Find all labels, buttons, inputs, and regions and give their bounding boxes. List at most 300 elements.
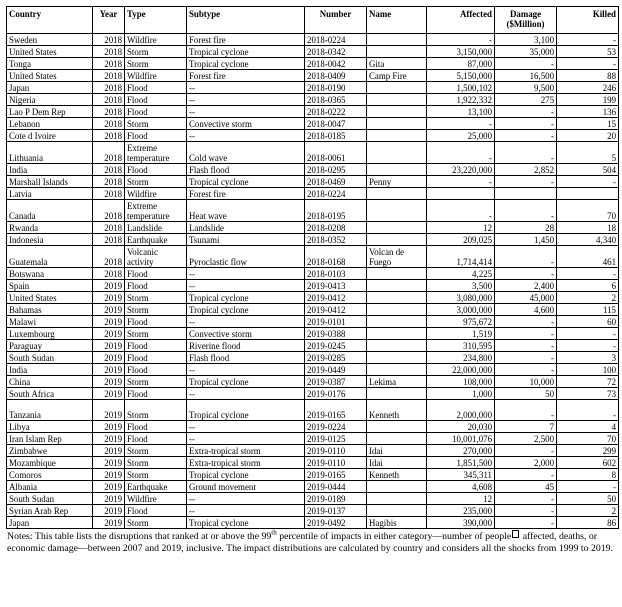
cell-affected: -: [427, 34, 495, 46]
cell-year: 2019: [93, 340, 125, 352]
table-row: [7, 34, 619, 46]
cell-country: Sweden: [7, 34, 93, 46]
cell-number: 2018-0208: [305, 222, 367, 234]
cell-type: Flood: [125, 388, 187, 400]
cell-number: 2019-0176: [305, 388, 367, 400]
cell-type: Storm: [125, 517, 187, 529]
cell-country: South Sudan: [7, 493, 93, 505]
cell-country: Nigeria: [7, 94, 93, 106]
cell-subtype: --: [187, 94, 305, 106]
cell-damage: 4,600: [495, 304, 557, 316]
cell-subtype: --: [187, 433, 305, 445]
table-row: [7, 164, 619, 176]
cell-type: Wildfire: [125, 188, 187, 200]
cell-year: 2018: [93, 70, 125, 82]
table-row: [7, 246, 619, 268]
cell-affected: 390,000: [427, 517, 495, 529]
cell-country: Tonga: [7, 58, 93, 70]
cell-subtype: Flash flood: [187, 164, 305, 176]
cell-country: Guatemala: [7, 246, 93, 268]
cell-killed: -: [557, 176, 619, 188]
table-row: [7, 433, 619, 445]
cell-affected: 975,672: [427, 316, 495, 328]
cell-subtype: Tsunami: [187, 234, 305, 246]
cell-affected: 12: [427, 222, 495, 234]
cell-year: 2018: [93, 118, 125, 130]
cell-name: [367, 188, 427, 200]
cell-killed: 199: [557, 94, 619, 106]
cell-name: [367, 222, 427, 234]
cell-killed: 6: [557, 280, 619, 292]
cell-name: [367, 292, 427, 304]
cell-name: Kenneth: [367, 400, 427, 421]
table-row: [7, 280, 619, 292]
cell-number: 2018-0190: [305, 82, 367, 94]
cell-subtype: Convective storm: [187, 118, 305, 130]
cell-killed: 18: [557, 222, 619, 234]
cell-damage: 275: [495, 94, 557, 106]
cell-type: Wildfire: [125, 34, 187, 46]
cell-killed: 88: [557, 70, 619, 82]
cell-affected: 3,000,000: [427, 304, 495, 316]
header-affected: Affected: [427, 7, 495, 34]
cell-affected: 87,000: [427, 58, 495, 70]
cell-subtype: Tropical cyclone: [187, 58, 305, 70]
cell-number: 2018-0168: [305, 246, 367, 268]
cell-name: [367, 268, 427, 280]
cell-name: [367, 505, 427, 517]
table-row: [7, 352, 619, 364]
cell-subtype: Landslide: [187, 222, 305, 234]
table-row: [7, 234, 619, 246]
cell-number: 2019-0137: [305, 505, 367, 517]
table-row: [7, 316, 619, 328]
cell-subtype: --: [187, 388, 305, 400]
cell-name: [367, 82, 427, 94]
cell-type: Extreme temperature: [125, 142, 187, 164]
cell-year: 2018: [93, 82, 125, 94]
cell-country: United States: [7, 46, 93, 58]
header-country: Country: [7, 7, 93, 34]
cell-subtype: --: [187, 106, 305, 118]
cell-year: 2019: [93, 445, 125, 457]
cell-name: [367, 304, 427, 316]
cell-subtype: Riverine flood: [187, 340, 305, 352]
cell-killed: 461: [557, 246, 619, 268]
cell-year: 2019: [93, 280, 125, 292]
table-row: [7, 70, 619, 82]
cell-name: [367, 46, 427, 58]
cell-killed: 504: [557, 164, 619, 176]
header-number: Number: [305, 7, 367, 34]
cell-type: Storm: [125, 118, 187, 130]
cell-killed: 3: [557, 352, 619, 364]
cell-number: 2019-0245: [305, 340, 367, 352]
cell-name: [367, 280, 427, 292]
missing-glyph-box-icon: [512, 530, 519, 538]
cell-subtype: --: [187, 130, 305, 142]
cell-type: Flood: [125, 505, 187, 517]
cell-killed: 70: [557, 433, 619, 445]
cell-name: [367, 34, 427, 46]
cell-subtype: Pyroclastic flow: [187, 246, 305, 268]
cell-subtype: --: [187, 268, 305, 280]
cell-killed: 100: [557, 364, 619, 376]
cell-affected: 345,311: [427, 469, 495, 481]
cell-type: Flood: [125, 130, 187, 142]
cell-subtype: Flash flood: [187, 352, 305, 364]
table-row: [7, 188, 619, 200]
table-row: [7, 46, 619, 58]
notes-text-part2: percentile of impacts in either category—number of people: [276, 531, 512, 542]
cell-number: 2018-0224: [305, 34, 367, 46]
cell-damage: 50: [495, 388, 557, 400]
cell-affected: 3,500: [427, 280, 495, 292]
header-type: Type: [125, 7, 187, 34]
cell-damage: 45: [495, 481, 557, 493]
cell-killed: -: [557, 400, 619, 421]
cell-year: 2019: [93, 433, 125, 445]
cell-year: 2019: [93, 505, 125, 517]
cell-type: Storm: [125, 304, 187, 316]
cell-country: China: [7, 376, 93, 388]
cell-year: 2018: [93, 234, 125, 246]
cell-affected: 4,225: [427, 268, 495, 280]
table-row: [7, 388, 619, 400]
cell-name: [367, 421, 427, 433]
cell-number: 2018-0365: [305, 94, 367, 106]
cell-name: [367, 164, 427, 176]
cell-subtype: --: [187, 82, 305, 94]
cell-killed: 246: [557, 82, 619, 94]
cell-affected: 25,000: [427, 130, 495, 142]
document-page: [6, 6, 618, 554]
cell-name: [367, 118, 427, 130]
cell-killed: 86: [557, 517, 619, 529]
cell-number: 2019-0444: [305, 481, 367, 493]
cell-type: Flood: [125, 421, 187, 433]
cell-name-text: Idai: [369, 446, 383, 456]
cell-subtype: Forest fire: [187, 188, 305, 200]
cell-number: 2019-0413: [305, 280, 367, 292]
table-row: [7, 304, 619, 316]
cell-subtype: Tropical cyclone: [187, 304, 305, 316]
cell-name: Volcan de Fuego: [367, 246, 427, 268]
cell-country: South Africa: [7, 388, 93, 400]
cell-year: 2019: [93, 517, 125, 529]
cell-subtype: Extra-tropical storm: [187, 457, 305, 469]
cell-number: 2018-0185: [305, 130, 367, 142]
cell-year: 2019: [93, 469, 125, 481]
cell-killed: 4: [557, 421, 619, 433]
cell-type: Storm: [125, 400, 187, 421]
cell-number: 2018-0342: [305, 46, 367, 58]
cell-type: Flood: [125, 433, 187, 445]
cell-year: 2019: [93, 457, 125, 469]
cell-subtype: Forest fire: [187, 70, 305, 82]
cell-killed: 60: [557, 316, 619, 328]
header-damage-line2: ($Million): [506, 19, 545, 29]
cell-country: Lebanon: [7, 118, 93, 130]
table-row: [7, 82, 619, 94]
cell-type: Flood: [125, 364, 187, 376]
cell-year: 2019: [93, 493, 125, 505]
notes-superscript: th: [271, 528, 277, 537]
table-row: [7, 445, 619, 457]
cell-affected: 234,800: [427, 352, 495, 364]
header-name: Name: [367, 7, 427, 34]
cell-name: [367, 364, 427, 376]
cell-year: 2018: [93, 34, 125, 46]
cell-type: Flood: [125, 94, 187, 106]
table-row: [7, 222, 619, 234]
cell-name-text: Lekima: [369, 377, 397, 387]
cell-number: 2018-0195: [305, 200, 367, 222]
cell-year: 2018: [93, 188, 125, 200]
cell-affected: 12: [427, 493, 495, 505]
table-row: [7, 376, 619, 388]
table-row: [7, 421, 619, 433]
cell-name: [367, 457, 427, 469]
cell-affected: 1,922,332: [427, 94, 495, 106]
cell-name: [367, 130, 427, 142]
table-row: [7, 130, 619, 142]
cell-type: Flood: [125, 316, 187, 328]
cell-number: 2018-0224: [305, 188, 367, 200]
table-row: [7, 200, 619, 222]
cell-subtype: Extra-tropical storm: [187, 445, 305, 457]
cell-year: 2019: [93, 352, 125, 364]
cell-damage: 16,500: [495, 70, 557, 82]
cell-affected: 13,100: [427, 106, 495, 118]
cell-type: Flood: [125, 82, 187, 94]
cell-affected: 1,851,500: [427, 457, 495, 469]
cell-country: Latvia: [7, 188, 93, 200]
cell-country: India: [7, 364, 93, 376]
cell-country: Japan: [7, 517, 93, 529]
cell-year: 2018: [93, 222, 125, 234]
cell-country: Syrian Arab Rep: [7, 505, 93, 517]
cell-number: 2019-0387: [305, 376, 367, 388]
cell-name: [367, 376, 427, 388]
cell-affected: -: [427, 176, 495, 188]
cell-damage: -: [495, 316, 557, 328]
table-row: [7, 469, 619, 481]
cell-country: Canada: [7, 200, 93, 222]
cell-year: 2018: [93, 106, 125, 118]
cell-damage: 2,000: [495, 457, 557, 469]
cell-type: Storm: [125, 292, 187, 304]
cell-damage: -: [495, 505, 557, 517]
cell-type: Flood: [125, 352, 187, 364]
cell-name: [367, 200, 427, 222]
cell-country: Luxembourg: [7, 328, 93, 340]
cell-affected: 3,150,000: [427, 46, 495, 58]
cell-country: Spain: [7, 280, 93, 292]
cell-number: 2019-0388: [305, 328, 367, 340]
cell-subtype: Cold wave: [187, 142, 305, 164]
cell-number: 2018-0409: [305, 70, 367, 82]
cell-name: [367, 493, 427, 505]
cell-year: 2019: [93, 376, 125, 388]
cell-country: United States: [7, 292, 93, 304]
cell-type: Storm: [125, 176, 187, 188]
cell-type: Flood: [125, 164, 187, 176]
cell-killed: -: [557, 34, 619, 46]
cell-country: Paraguay: [7, 340, 93, 352]
cell-type: Flood: [125, 340, 187, 352]
cell-type: Earthquake: [125, 234, 187, 246]
cell-type: Storm: [125, 469, 187, 481]
table-row: [7, 505, 619, 517]
cell-number: 2018-0352: [305, 234, 367, 246]
cell-country: Bahamas: [7, 304, 93, 316]
cell-year: 2019: [93, 481, 125, 493]
cell-subtype: --: [187, 421, 305, 433]
cell-name: Camp Fire: [367, 70, 427, 82]
cell-year: 2019: [93, 304, 125, 316]
cell-affected: 108,000: [427, 376, 495, 388]
cell-affected: 1,519: [427, 328, 495, 340]
cell-subtype: Tropical cyclone: [187, 46, 305, 58]
table-row: [7, 481, 619, 493]
cell-number: 2019-0165: [305, 400, 367, 421]
table-row: [7, 94, 619, 106]
cell-killed: 4,340: [557, 234, 619, 246]
cell-year: 2018: [93, 46, 125, 58]
cell-country: Cote d Ivoire: [7, 130, 93, 142]
cell-affected: 3,080,000: [427, 292, 495, 304]
cell-year: 2018: [93, 246, 125, 268]
cell-country: Comoros: [7, 469, 93, 481]
cell-affected: 1,500,102: [427, 82, 495, 94]
cell-name: [367, 340, 427, 352]
cell-name: [367, 234, 427, 246]
cell-number: 2018-0047: [305, 118, 367, 130]
cell-country: South Sudan: [7, 352, 93, 364]
cell-killed: 602: [557, 457, 619, 469]
cell-damage: -: [495, 142, 557, 164]
cell-name: [367, 388, 427, 400]
cell-name: Kenneth: [367, 469, 427, 481]
cell-type: Storm: [125, 328, 187, 340]
cell-country: Zimbabwe: [7, 445, 93, 457]
cell-number: 2019-0165: [305, 469, 367, 481]
cell-country: Libya: [7, 421, 93, 433]
table-row: [7, 142, 619, 164]
cell-number: 2019-0285: [305, 352, 367, 364]
cell-killed: 299: [557, 445, 619, 457]
header-subtype: Subtype: [187, 7, 305, 34]
cell-year: 2019: [93, 421, 125, 433]
header-damage-line1: Damage: [509, 9, 542, 19]
cell-country: United States: [7, 70, 93, 82]
cell-subtype: --: [187, 364, 305, 376]
cell-damage: -: [495, 352, 557, 364]
table-row: [7, 457, 619, 469]
cell-damage: -: [495, 400, 557, 421]
cell-number: 2018-0222: [305, 106, 367, 118]
cell-subtype: Ground movement: [187, 481, 305, 493]
cell-year: 2018: [93, 142, 125, 164]
cell-damage: -: [495, 58, 557, 70]
table-row: [7, 328, 619, 340]
cell-number: 2019-0224: [305, 421, 367, 433]
cell-name: Gita: [367, 58, 427, 70]
notes-text-part1: Notes: This table lists the disruptions that ranked at or above the 99: [7, 531, 272, 542]
cell-country: Mozambique: [7, 457, 93, 469]
cell-subtype: Tropical cyclone: [187, 400, 305, 421]
table-row: [7, 268, 619, 280]
cell-subtype: Forest fire: [187, 34, 305, 46]
cell-subtype: --: [187, 493, 305, 505]
cell-country: Lao P Dem Rep: [7, 106, 93, 118]
cell-killed: 73: [557, 388, 619, 400]
cell-year: 2018: [93, 130, 125, 142]
cell-damage: -: [495, 445, 557, 457]
cell-damage: 35,000: [495, 46, 557, 58]
cell-number: 2018-0042: [305, 58, 367, 70]
cell-killed: 53: [557, 46, 619, 58]
cell-name: [367, 316, 427, 328]
cell-damage: -: [495, 517, 557, 529]
cell-subtype: Tropical cyclone: [187, 176, 305, 188]
cell-killed: 70: [557, 200, 619, 222]
cell-affected: 23,220,000: [427, 164, 495, 176]
cell-country: Albania: [7, 481, 93, 493]
cell-year: 2019: [93, 292, 125, 304]
table-body: [7, 34, 619, 529]
header-year: Year: [93, 7, 125, 34]
cell-name: [367, 481, 427, 493]
cell-affected: 2,000,000: [427, 400, 495, 421]
cell-affected: 1,714,414: [427, 246, 495, 268]
cell-subtype: Heat wave: [187, 200, 305, 222]
cell-damage: 2,400: [495, 280, 557, 292]
cell-number: 2019-0110: [305, 445, 367, 457]
cell-type: Flood: [125, 280, 187, 292]
cell-damage: -: [495, 493, 557, 505]
cell-name: Penny: [367, 176, 427, 188]
cell-subtype: Tropical cyclone: [187, 292, 305, 304]
cell-year: 2018: [93, 164, 125, 176]
cell-type: Flood: [125, 268, 187, 280]
cell-number: 2018-0469: [305, 176, 367, 188]
cell-affected: 209,025: [427, 234, 495, 246]
cell-affected: 235,000: [427, 505, 495, 517]
cell-damage: -: [495, 364, 557, 376]
cell-subtype: --: [187, 505, 305, 517]
cell-damage: -: [495, 246, 557, 268]
cell-country: Malawi: [7, 316, 93, 328]
cell-damage: 3,100: [495, 34, 557, 46]
cell-country: Marshall Islands: [7, 176, 93, 188]
cell-country: Tanzania: [7, 400, 93, 421]
cell-country: Indonesia: [7, 234, 93, 246]
cell-country: Lithuania: [7, 142, 93, 164]
cell-year: 2019: [93, 400, 125, 421]
table-row: [7, 340, 619, 352]
cell-damage: -: [495, 106, 557, 118]
cell-affected: -: [427, 142, 495, 164]
table-row: [7, 493, 619, 505]
table-row: [7, 292, 619, 304]
cell-affected: -: [427, 200, 495, 222]
cell-year: 2018: [93, 176, 125, 188]
cell-number: 2019-0492: [305, 517, 367, 529]
cell-subtype: --: [187, 316, 305, 328]
cell-country: Japan: [7, 82, 93, 94]
